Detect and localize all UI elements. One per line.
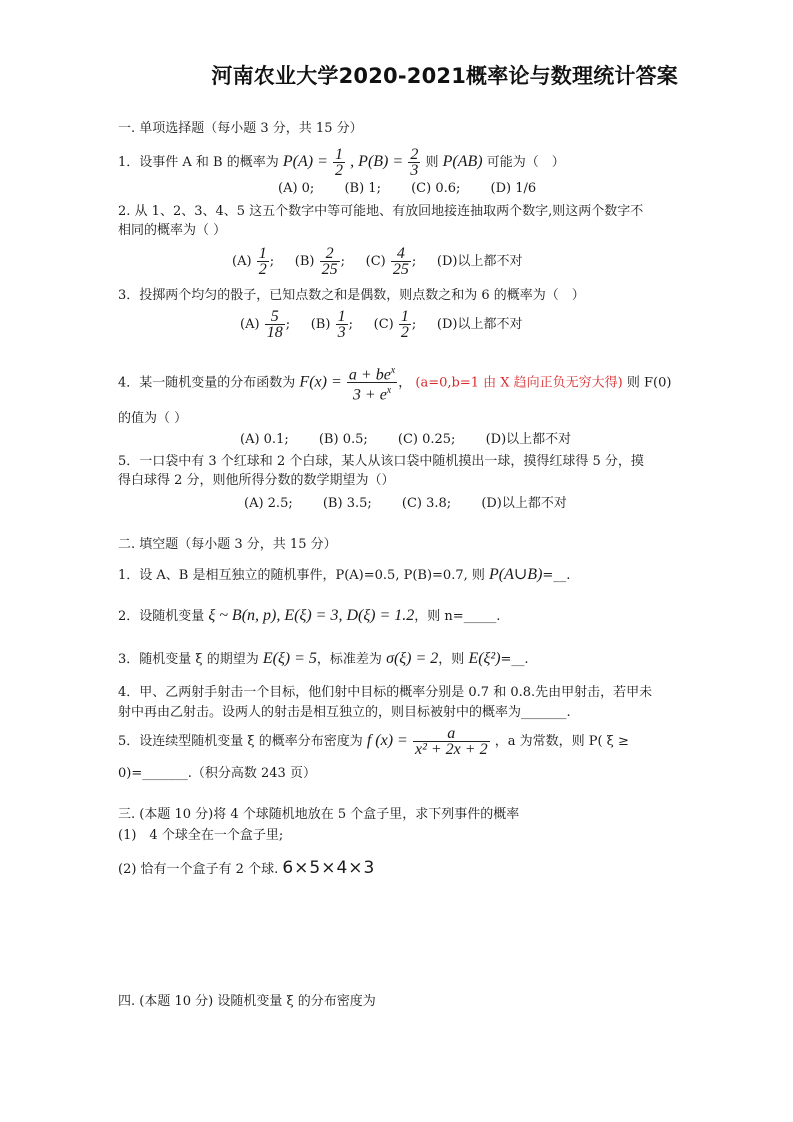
s1-q5-options <box>244 495 593 513</box>
q1-pb-lhs: , P(B) = <box>350 153 404 170</box>
option: (C) 0.6; <box>411 181 461 196</box>
s2-q4-line2: 射中再由乙射击。设两人的射击是相互独立的，则目标被射中的概率为_______. <box>118 705 571 720</box>
s1-q5-line2: 得白球得 2 分，则他所得分数的数学期望为（） <box>118 473 395 488</box>
q1-pb-fraction: $\frac{2}{3}$ <box>410 146 419 179</box>
q1-pab: P(AB) <box>442 153 483 170</box>
s3-part-2: (2) 恰有一个盒子有 2 个球. 6×5×4×3 <box>118 858 376 878</box>
s1-q3-options: (A) $\frac{5}{18}$ ; (B) $\frac{1}{3}$ ; (C) $\frac{1}{2}$ ; (D)以上都不对 <box>240 308 523 341</box>
q1-pa-fraction: $\frac{1}{2}$ <box>335 146 344 179</box>
s2-question-1: 1．设 A、B 是相互独立的随机事件，P(A)=0.5, P(B)=0.7, 则 P(A∪B)=__. <box>118 566 571 583</box>
s1-q3-line1: 3．投掷两个均匀的骰子，已知点数之和是偶数，则点数之和为 6 的概率为（ ） <box>118 288 585 303</box>
option: (A) 0.1; <box>240 432 289 447</box>
s2-question-5: 5．设连续型随机变量 ξ 的概率分布密度为 f (x) = $\frac{a}{\text{x² + 2x + 2}}$ ，a 为常数，则 P( ξ ≥ <box>118 725 629 758</box>
option: (A) 2.5; <box>244 496 293 511</box>
s1-q4-options <box>240 431 597 449</box>
s2-q4-line1: 4．甲、乙两射手射击一个目标，他们射中目标的概率分别是 0.7 和 0.8.先由甲射击，若甲未 <box>118 685 653 700</box>
option: (C) 0.25; <box>397 432 456 447</box>
q4-answer-note: (a=0,b=1 由 X 趋向正负无穷大得) <box>415 375 623 391</box>
option: (D)以上都不对 <box>481 496 567 511</box>
document-title: 河南农业大学2020-2021概率论与数理统计答案 <box>211 64 678 88</box>
s2-question-3: 3．随机变量 ξ 的期望为 E(ξ) = 5，标准差为 σ(ξ) = 2，则 E(ξ²)=__. <box>118 650 529 667</box>
s2-q5-fraction: $\frac{a}{\text{x² + 2x + 2}}$ <box>414 725 488 758</box>
s3-part-1: (1) 4 个球全在一个盒子里; <box>118 828 284 843</box>
option: (B) 0.5; <box>318 432 368 447</box>
option: (B) 1; <box>344 181 381 196</box>
s1-q5-line1: 5．一口袋中有 3 个红球和 2 个白球，某人从该口袋中随机摸出一球，摸得红球得 5 分，摸 <box>118 454 644 469</box>
s1-q4-line2: 的值为（ ） <box>118 411 188 426</box>
q1-pa-lhs: P(A) = <box>282 153 328 170</box>
section-3-heading: 三. (本题 10 分)将 4 个球随机地放在 5 个盒子里，求下列事件的概率 <box>118 807 520 822</box>
s1-question-4: 4．某一随机变量的分布函数为 F(x) = $\frac{a + be^x}{3 + e^x}$ ， (a=0,b=1 由 X 趋向正负无穷大得) 则 F(0) <box>118 365 672 404</box>
s1-q2-line2: 相同的概率为（ ） <box>118 223 227 238</box>
s1-q1-options <box>278 180 562 198</box>
s1-q2-line1: 2. 从 1、2、3、4、5 这五个数字中等可能地、有放回地接连抽取两个数字,则这两个数字不 <box>118 204 644 219</box>
section-1-heading: 一. 单项选择题（每小题 3 分，共 15 分） <box>118 121 363 136</box>
option: (A) 0; <box>278 181 315 196</box>
option: (D) 1/6 <box>490 181 537 196</box>
s2-q5-line2: 0)=_______.（积分高数 243 页） <box>118 766 316 781</box>
option: (C) 3.8; <box>401 496 452 511</box>
q1-text-a: 1．设事件 A 和 B 的概率为 <box>118 155 279 170</box>
option: (B) 3.5; <box>322 496 372 511</box>
section-4-heading: 四. (本题 10 分) 设随机变量 ξ 的分布密度为 <box>118 994 376 1009</box>
section-2-heading: 二. 填空题（每小题 3 分，共 15 分） <box>118 537 337 552</box>
q4-f-fraction: $\frac{a + be^x}{3 + e^x}$ <box>348 365 396 404</box>
q1-text-b: 则 <box>425 155 439 170</box>
q1-text-c: 可能为（ ） <box>486 155 565 170</box>
s2-question-2: 2．设随机变量 ξ ~ B(n, p), E(ξ) = 3, D(ξ) = 1.2，则 n=_____. <box>118 607 501 624</box>
s1-question-1 <box>118 147 565 178</box>
s3-part-2-math: 6×5×4×3 <box>282 858 376 878</box>
s1-q2-options: (A) $\frac{1}{2}$ ; (B) $\frac{2}{25}$ ; (C) $\frac{4}{25}$ ; (D)以上都不对 <box>232 245 523 278</box>
option: (D)以上都不对 <box>485 432 572 447</box>
